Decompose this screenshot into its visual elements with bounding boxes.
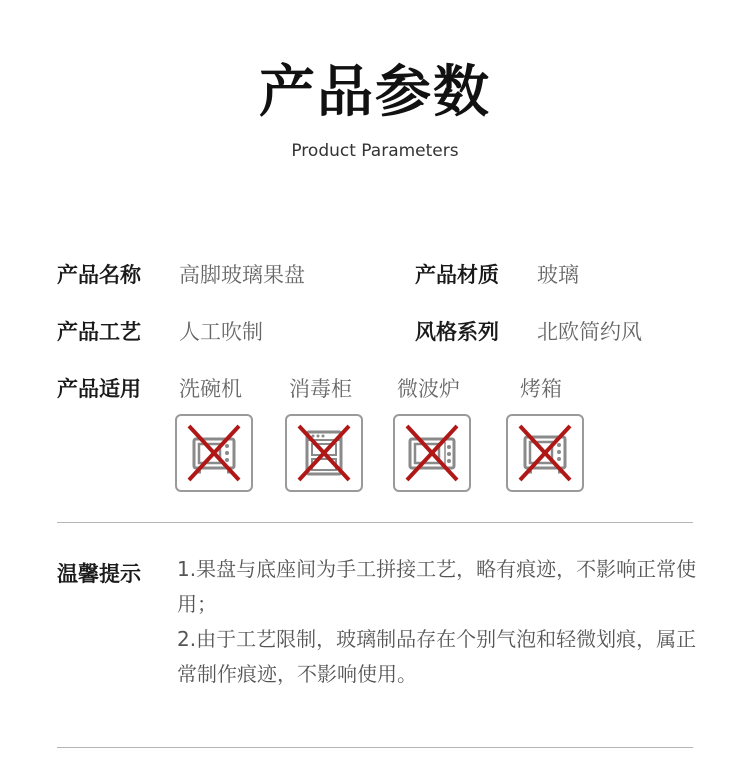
product-style-value: 北欧简约风 bbox=[537, 320, 642, 344]
cross-mark-icon bbox=[395, 416, 469, 490]
page-title: 产品参数 bbox=[259, 60, 491, 125]
appliance-label-dishwasher: 洗碗机 bbox=[179, 377, 242, 401]
product-craft-value: 人工吹制 bbox=[179, 320, 263, 344]
section-divider bbox=[57, 522, 693, 523]
oven-not-allowed-badge bbox=[506, 414, 584, 492]
dishwasher-not-allowed-badge bbox=[175, 414, 253, 492]
tips-label: 温馨提示 bbox=[57, 562, 141, 586]
page-subtitle: Product Parameters bbox=[291, 141, 459, 161]
tip-item: 1.果盘与底座间为手工拼接工艺，略有痕迹，不影响正常使用； bbox=[177, 557, 697, 616]
product-material-label: 产品材质 bbox=[415, 263, 499, 287]
appliance-label-sterilizer: 消毒柜 bbox=[289, 377, 352, 401]
microwave-not-allowed-badge bbox=[393, 414, 471, 492]
appliance-label-oven: 烤箱 bbox=[520, 377, 562, 401]
product-craft-label: 产品工艺 bbox=[57, 320, 141, 344]
appliance-label-microwave: 微波炉 bbox=[397, 377, 460, 401]
tips-content bbox=[177, 552, 697, 692]
product-style-label: 风格系列 bbox=[415, 320, 499, 344]
sterilizer-not-allowed-badge bbox=[285, 414, 363, 492]
cross-mark-icon bbox=[177, 416, 251, 490]
bottom-divider bbox=[57, 747, 693, 748]
product-name-value: 高脚玻璃果盘 bbox=[179, 263, 305, 287]
cross-mark-icon bbox=[287, 416, 361, 490]
tip-item: 2.由于工艺限制，玻璃制品存在个别气泡和轻微划痕，属正常制作痕迹，不影响使用。 bbox=[177, 627, 697, 686]
product-name-label: 产品名称 bbox=[57, 263, 141, 287]
product-material-value: 玻璃 bbox=[537, 263, 579, 287]
product-usage-label: 产品适用 bbox=[57, 377, 141, 401]
cross-mark-icon bbox=[508, 416, 582, 490]
